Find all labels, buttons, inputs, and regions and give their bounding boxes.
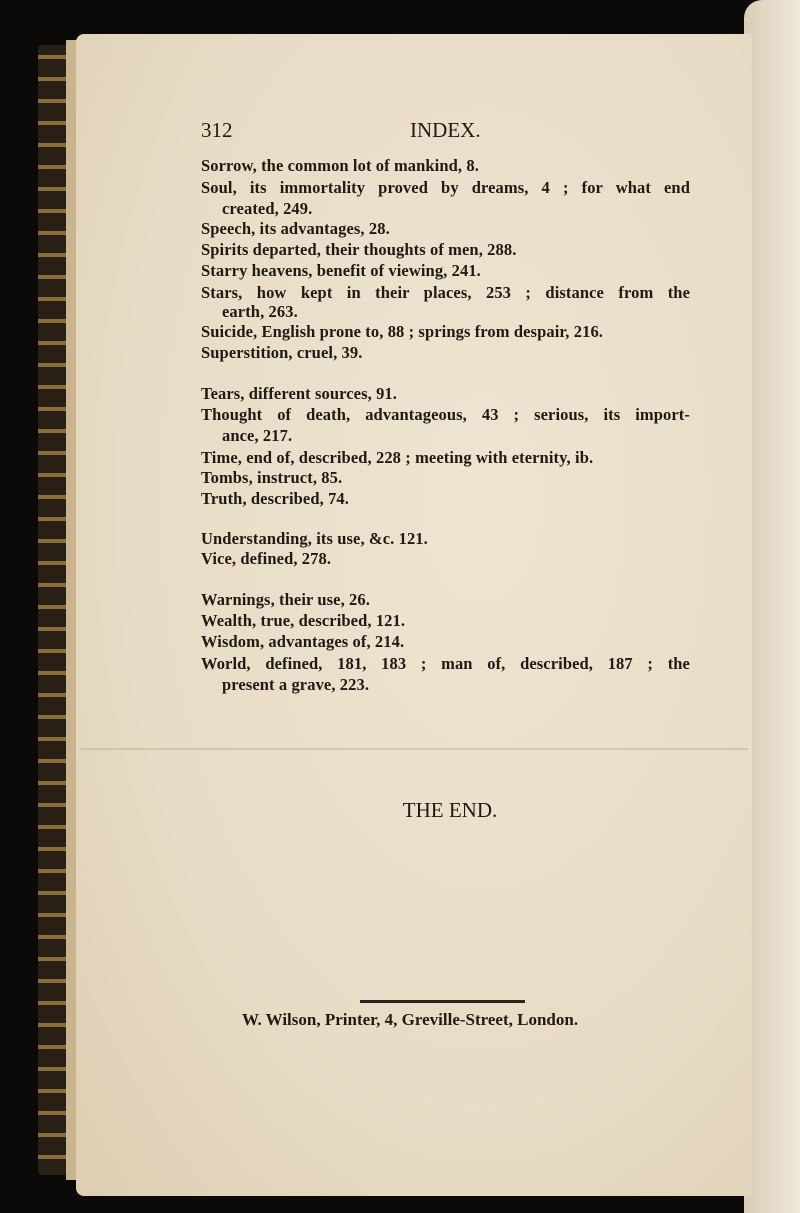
- index-entry-continued: present a grave, 223.: [222, 675, 370, 694]
- index-entry: Vice, defined, 278.: [201, 549, 332, 568]
- index-entry: Thought of death, advantageous, 43 ; serious, its import-: [201, 405, 690, 424]
- page-number: 312: [201, 118, 233, 142]
- index-entry-continued: ance, 217.: [222, 426, 293, 445]
- index-entry: Warnings, their use, 26.: [201, 590, 370, 609]
- index-entry: Wealth, true, described, 121.: [201, 611, 406, 630]
- page-title: INDEX.: [410, 118, 481, 142]
- index-entry: Tombs, instruct, 85.: [201, 468, 343, 487]
- book-spine: [38, 45, 68, 1175]
- page-crease: [80, 748, 748, 750]
- index-entry: Starry heavens, benefit of viewing, 241.: [201, 261, 481, 280]
- index-entry: Speech, its advantages, 28.: [201, 219, 390, 238]
- index-entry: Superstition, cruel, 39.: [201, 343, 363, 362]
- index-entry: Soul, its immortality proved by dreams, 4 ; for what end: [201, 178, 690, 197]
- index-entry: Stars, how kept in their places, 253 ; distance from the: [201, 283, 690, 302]
- index-entry: Sorrow, the common lot of mankind, 8.: [201, 156, 479, 175]
- facing-page-edge: [744, 0, 800, 1213]
- index-entry: Truth, described, 74.: [201, 489, 350, 508]
- index-entry: Understanding, its use, &c. 121.: [201, 529, 428, 548]
- index-entry: Wisdom, advantages of, 214.: [201, 632, 405, 651]
- index-entry: World, defined, 181, 183 ; man of, described, 187 ; the: [201, 654, 690, 673]
- index-entry: Time, end of, described, 228 ; meeting with eternity, ib.: [201, 448, 594, 467]
- index-entry: Tears, different sources, 91.: [201, 384, 397, 403]
- index-entry-continued: earth, 263.: [222, 302, 298, 321]
- index-entry-continued: created, 249.: [222, 199, 313, 218]
- divider-rule: [360, 1000, 525, 1003]
- the-end-heading: THE END.: [402, 798, 498, 822]
- printer-imprint: W. Wilson, Printer, 4, Greville-Street, London.: [242, 1010, 579, 1029]
- index-entry: Suicide, English prone to, 88 ; springs from despair, 216.: [201, 322, 604, 341]
- index-entry: Spirits departed, their thoughts of men, 288.: [201, 240, 517, 259]
